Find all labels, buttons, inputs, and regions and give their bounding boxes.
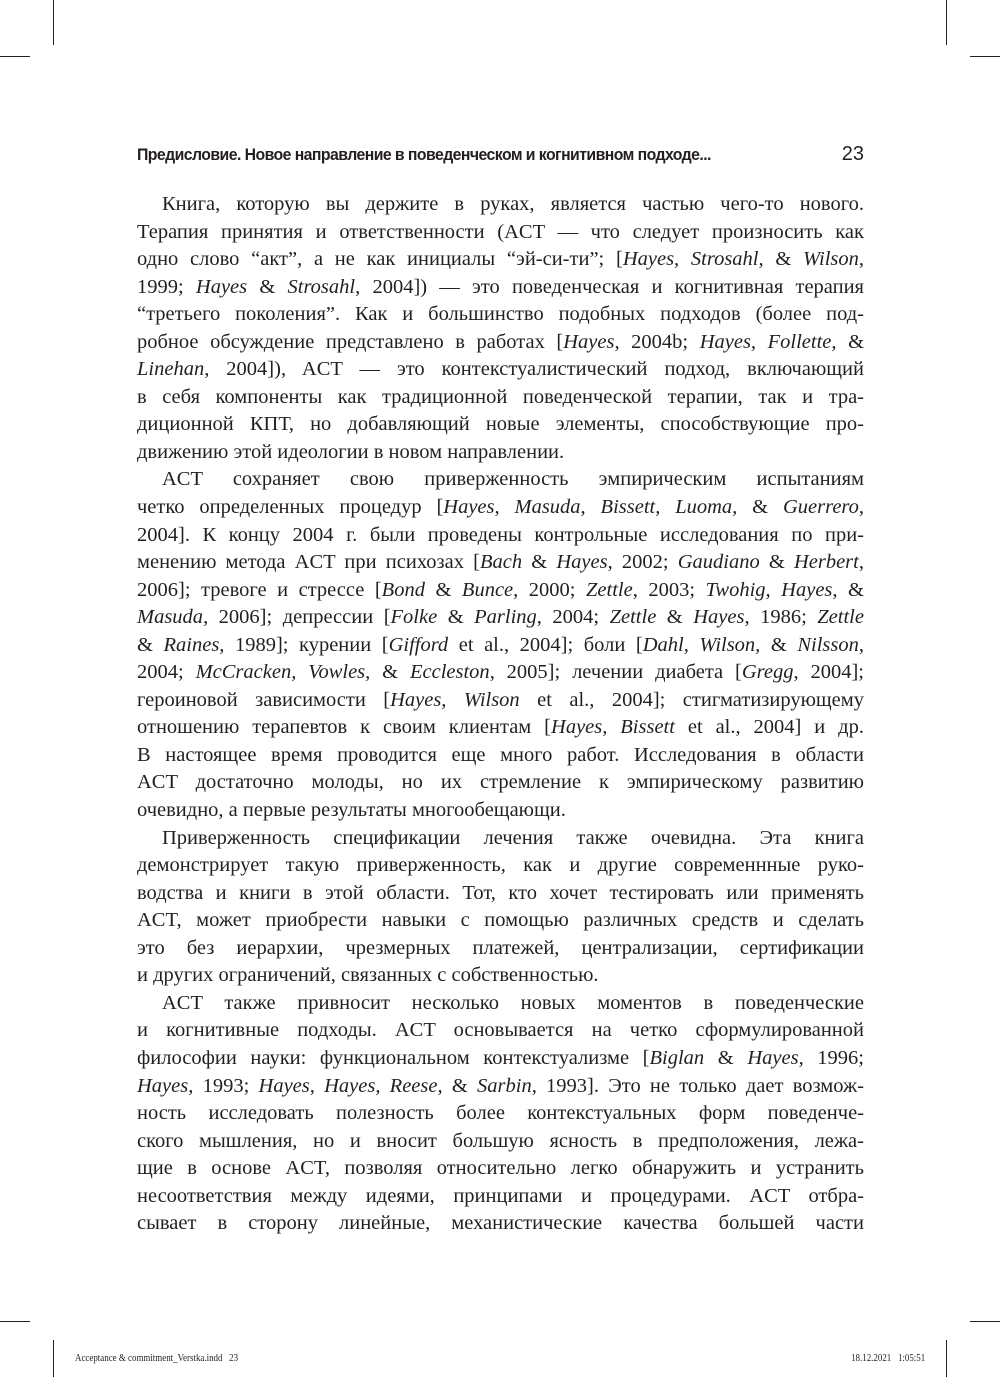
citation-author: Hayes [556, 551, 608, 574]
text-line: менению метода ACT при психозах [Bach & Hayes, 2002; Gaudiano & Herbert, [137, 551, 864, 574]
crop-mark [946, 1340, 947, 1377]
text-line: несоответствия между идеями, принципами и процедурами. ACT отбра- [137, 1184, 864, 1207]
citation-author: Folke [390, 606, 438, 629]
text-line: ность исследовать полезность более контекстуальных форм поведенче- [137, 1102, 864, 1125]
text-line: 1999; Hayes & Strosahl, 2004]) — это поведенческая и когнитивная терапия [137, 275, 864, 298]
crop-mark [970, 56, 1000, 57]
text-line: 2004]. К концу 2004 г. были проведены контрольные исследования по при- [137, 523, 864, 546]
crop-mark [53, 1340, 54, 1377]
citation-author: Zettle [609, 606, 657, 629]
citation-author: Sarbin [477, 1074, 532, 1097]
citation-author: Bond [381, 578, 425, 601]
text-line: 2004; McCracken, Vowles, & Eccleston, 2005]; лечении диабета [Gregg, 2004]; [137, 661, 865, 684]
citation-author: Hayes, Follette, [699, 330, 837, 353]
text-line: Masuda, 2006]; депрессии [Folke & Parling, 2004; Zettle & Hayes, 1986; Zettle [137, 606, 864, 629]
citation-author: Dahl, Wilson, [642, 633, 761, 656]
citation-author: Hayes, Bissett [551, 716, 675, 739]
citation-author: Hayes [747, 1046, 799, 1069]
running-title: Предисловие. Новое направление в поведенческом и когнитивном подходе... [137, 145, 711, 164]
text-line: очевидно, а первые результаты многообещающи. [137, 799, 566, 822]
citation-author: Raines [163, 633, 220, 656]
citation-author: Biglan [649, 1046, 705, 1069]
crop-mark [0, 1321, 30, 1322]
text-line: ACT, может приобрести навыки с помощью различных средств и сделать [137, 909, 864, 932]
running-head [137, 145, 864, 171]
citation-author: Parling [474, 606, 537, 629]
citation-author: Hayes, Hayes, Reese, [258, 1074, 443, 1097]
text-line: Приверженность спецификации лечения также очевидна. Эта книга [162, 826, 864, 849]
text-line: щие в основе ACT, позволяя относительно легко обнаружить и устранить [137, 1157, 864, 1180]
text-line: героиновой зависимости [Hayes, Wilson et al., 2004]; стигматизирующему [137, 688, 865, 711]
text-line: четко определенных процедур [Hayes, Masuda, Bissett, Luoma, & Guerrero, [137, 496, 865, 519]
page-number: 23 [841, 143, 864, 165]
crop-mark [946, 0, 947, 45]
text-line: диционной КПТ, но добавляющий новые элементы, способствующие про- [137, 413, 864, 436]
text-line: робное обсуждение представлено в работах [Hayes, 2004b; Hayes, Follette, & [137, 330, 865, 353]
citation-author: Hayes [563, 330, 615, 353]
citation-author: Masuda [137, 606, 204, 629]
text-line: “третьего поколения”. Как и большинство подобных подходов (более под- [137, 303, 864, 326]
text-line: отношению терапевтов к своим клиентам [Hayes, Bissett et al., 2004] и др. [137, 716, 864, 739]
text-line: В настоящее время проводится еще много работ. Исследования в области [137, 743, 864, 766]
citation-author: Hayes, Wilson [390, 688, 520, 711]
text-line: Книга, которую вы держите в руках, является частью чего-то нового. [162, 193, 864, 215]
text-line: 2006]; тревоге и стрессе [Bond & Bunce, 2000; Zettle, 2003; Twohig, Hayes, & [137, 578, 864, 601]
citation-author: Hayes [195, 275, 248, 298]
text-line: Терапия принятия и ответственности (ACT — что следует произносить как [137, 220, 864, 243]
citation-author: Herbert [793, 551, 859, 574]
citation-author: Hayes, Strosahl, [622, 248, 764, 271]
text-line: ACT достаточно молоды, но их стремление к эмпирическому развитию [137, 771, 864, 794]
citation-author: Hayes [137, 1074, 189, 1097]
text-line: Linehan, 2004]), ACT — это контекстуалистический подход, включающий [137, 358, 864, 381]
citation-author: Hayes [693, 606, 745, 629]
text-line: ACT также привносит несколько новых моментов в поведенческие [162, 991, 864, 1014]
text-line: в себя компоненты как традиционной поведенческой терапии, так и тра- [137, 385, 864, 408]
citation-author: Eccleston [409, 661, 490, 684]
citation-author: Zettle [586, 578, 633, 601]
citation-author: Twohig, Hayes, [705, 578, 838, 601]
crop-mark [0, 56, 30, 57]
text-line: демонстрирует такую приверженность, как и другие современнные руко- [137, 854, 864, 877]
text-line: ского мышления, но и вносит большую ясность в предположения, лежа- [137, 1129, 864, 1152]
citation-author: Zettle [817, 606, 864, 629]
crop-mark [53, 0, 54, 45]
text-line: & Raines, 1989]; курении [Gifford et al., 2004]; боли [Dahl, Wilson, & Nilsson, [137, 633, 864, 656]
text-line: и других ограничений, связанных с собственностью. [137, 964, 599, 987]
text-line: и когнитивные подходы. ACT основывается на четко сформулированной [137, 1019, 864, 1042]
text-line: это без иерархии, чрезмерных платежей, централизации, сертификации [137, 936, 864, 959]
citation-author: Gregg [741, 661, 794, 684]
footer-file-label: Acceptance & commitment_Verstka.indd 23 [75, 1353, 239, 1364]
citation-author: Wilson [803, 248, 859, 271]
citation-author: Hayes, Masuda, Bissett, Luoma, [443, 496, 738, 519]
citation-author: Bach [479, 551, 523, 574]
citation-author: Linehan [137, 358, 205, 381]
text-line: одно слово “акт”, а не как инициалы “эй-си-ти”; [Hayes, Strosahl, & Wilson, [137, 248, 864, 271]
citation-author: Guerrero [782, 496, 859, 519]
citation-author: Gifford [388, 633, 449, 656]
footer-timestamp: 18.12.2021 1:05:51 [850, 1353, 925, 1364]
citation-author: McCracken, Vowles, [195, 661, 371, 684]
body-text [137, 191, 864, 1238]
citation-author: Nilsson [797, 633, 859, 656]
text-line: ACT сохраняет свою приверженность эмпирическим испытаниям [162, 468, 864, 491]
text-line: философии науки: функциональном контекстуализме [Biglan & Hayes, 1996; [137, 1046, 864, 1069]
crop-mark [970, 1321, 1000, 1322]
text-line: сывает в сторону линейные, механистические качества большей части [137, 1212, 864, 1235]
text-line: Hayes, 1993; Hayes, Hayes, Reese, & Sarbin, 1993]. Это не только дает возмож- [137, 1074, 864, 1097]
citation-author: Strosahl [287, 275, 356, 298]
citation-author: Gaudiano [677, 551, 760, 574]
text-line: водства и книги в этой области. Тот, кто хочет тестировать или применять [137, 881, 864, 904]
citation-author: Bunce [461, 578, 514, 601]
text-line: движению этой идеологии в новом направлении. [137, 440, 565, 463]
